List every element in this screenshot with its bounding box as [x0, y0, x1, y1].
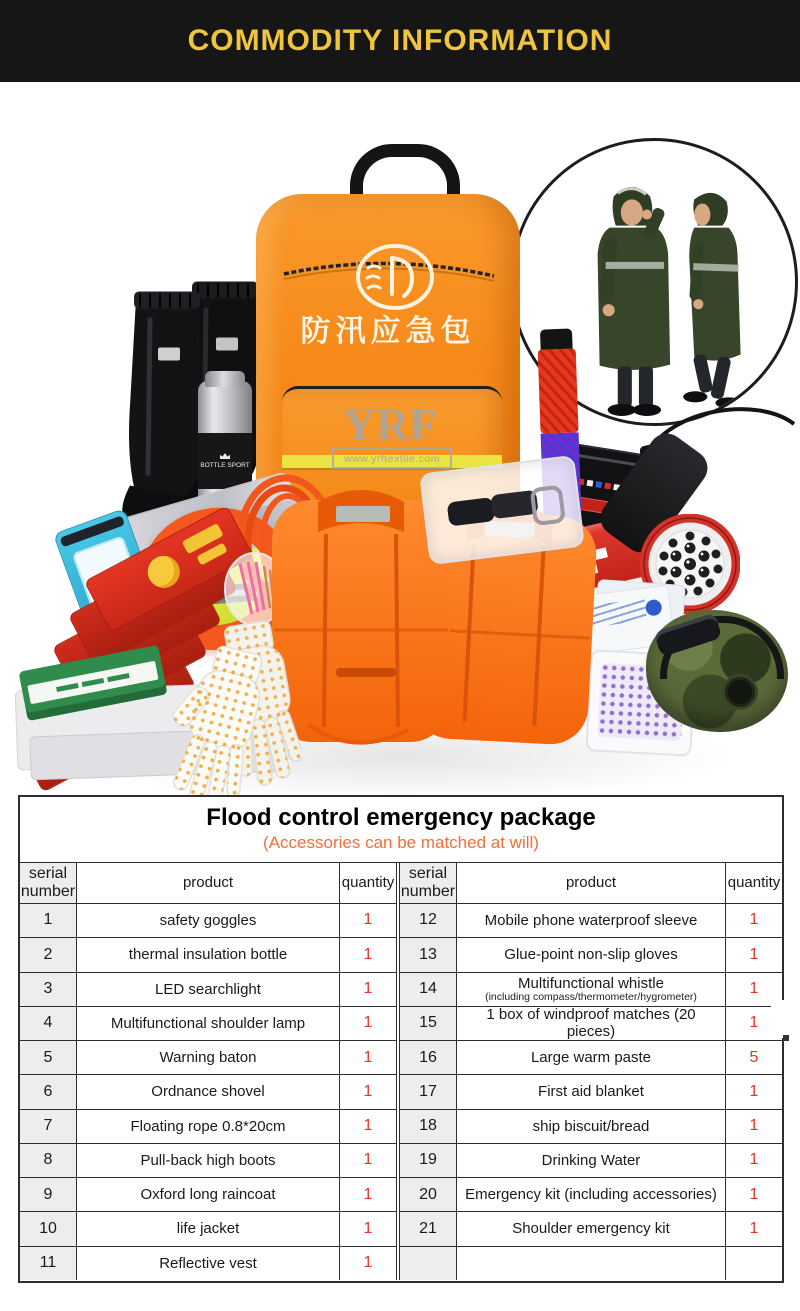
quantity-cell: 1: [363, 1151, 373, 1169]
product-cell: Mobile phone waterproof sleeve: [457, 904, 726, 937]
quantity-cell: 1: [363, 1082, 373, 1100]
non-slip-gloves: [142, 602, 302, 795]
serial-cell: 11: [20, 1247, 77, 1280]
compass: [722, 674, 758, 710]
serial-cell: 7: [20, 1110, 77, 1143]
product-cell: Warning baton: [77, 1041, 340, 1074]
table-row: [400, 1007, 782, 1041]
header-quantity: quantity: [727, 874, 781, 892]
quantity-cell: 1: [749, 1014, 759, 1032]
table-row: [20, 938, 396, 972]
serial-cell: 2: [20, 938, 77, 971]
header-row: [400, 863, 782, 904]
table-title: Flood control emergency package: [206, 804, 596, 831]
table-left-half: [20, 863, 397, 1280]
serial-cell: 4: [20, 1007, 77, 1040]
safety-goggles-bag: [419, 455, 585, 565]
table-row: [20, 1041, 396, 1075]
banner-title: COMMODITY INFORMATION: [187, 24, 613, 57]
header-serial: serial number: [20, 863, 77, 903]
quantity-cell: 1: [749, 1082, 759, 1100]
serial-cell: 13: [400, 938, 457, 971]
header-row: [20, 863, 396, 904]
product-cell: Drinking Water: [457, 1144, 726, 1177]
serial-cell: 18: [400, 1110, 457, 1143]
serial-cell-empty: [400, 1247, 457, 1280]
quantity-cell: 1: [749, 1219, 759, 1237]
quantity-cell: 1: [363, 911, 373, 929]
header-product: product: [77, 863, 340, 903]
border-gap-nub: [783, 1035, 789, 1041]
watermark-url: www.yrftextile.com: [332, 448, 452, 469]
backpack-chinese-label: 防汛应急包: [300, 315, 476, 348]
quantity-cell: 1: [749, 1151, 759, 1169]
product-cell-empty: [457, 1247, 726, 1280]
border-gap-artifact: [771, 1000, 791, 1038]
quantity-cell: 5: [749, 1048, 759, 1066]
quantity-cell: 1: [363, 1219, 373, 1237]
product-cell: Emergency kit (including accessories): [457, 1178, 726, 1211]
quantity-cell: 1: [749, 1185, 759, 1203]
quantity-cell: 1: [363, 1185, 373, 1203]
table-row: [20, 973, 396, 1007]
header-serial: serial number: [400, 863, 457, 903]
box-label-line: [573, 453, 637, 466]
quantity-cell-empty: [726, 1247, 782, 1280]
product-cell: life jacket: [77, 1212, 340, 1245]
product-cell: Floating rope 0.8*20cm: [77, 1110, 340, 1143]
product-cell: Multifunctional shoulder lamp: [77, 1007, 340, 1040]
serial-cell: 1: [20, 904, 77, 937]
table-row: [20, 1212, 396, 1246]
product-cell: [457, 973, 726, 1006]
biscuit-logo-print: [645, 599, 663, 617]
product-cell-note: (including compass/thermometer/hygrometer): [485, 991, 697, 1004]
package-contents-table: [18, 795, 784, 1283]
watermark-brand: YRF: [342, 399, 438, 450]
quantity-cell: 1: [363, 979, 373, 997]
serial-cell: 20: [400, 1178, 457, 1211]
serial-cell: 10: [20, 1212, 77, 1245]
serial-cell: 3: [20, 973, 77, 1006]
header-quantity: quantity: [341, 874, 395, 892]
product-cell: Shoulder emergency kit: [457, 1212, 726, 1245]
quantity-cell: 1: [363, 945, 373, 963]
matchbox-label: [27, 661, 158, 704]
table-row: [400, 1110, 782, 1144]
table-row: [20, 904, 396, 938]
header-product: product: [457, 863, 726, 903]
table-row: [400, 973, 782, 1007]
cartoon-print: [142, 550, 185, 593]
serial-cell: 9: [20, 1178, 77, 1211]
table-row: [400, 904, 782, 938]
quantity-cell: 1: [363, 1014, 373, 1032]
thermos-cap: [205, 371, 245, 387]
serial-cell: 8: [20, 1144, 77, 1177]
product-cell: Oxford long raincoat: [77, 1178, 340, 1211]
product-cell: ship biscuit/bread: [457, 1110, 726, 1143]
product-cell: Reflective vest: [77, 1247, 340, 1280]
table-row: [20, 1247, 396, 1280]
serial-cell: 17: [400, 1075, 457, 1108]
table-row: [20, 1110, 396, 1144]
goggles-lens: [447, 497, 496, 526]
product-cell-main: Multifunctional whistle: [518, 974, 664, 992]
table-row: [400, 1212, 782, 1246]
table-row-empty: [400, 1247, 782, 1280]
quantity-cell: 1: [749, 911, 759, 929]
serial-cell: 6: [20, 1075, 77, 1108]
serial-cell: 16: [400, 1041, 457, 1074]
serial-cell: 21: [400, 1212, 457, 1245]
thermos-label-text: BOTTLE SPORT: [200, 462, 250, 469]
quantity-cell: 1: [363, 1048, 373, 1066]
table-row: [400, 1178, 782, 1212]
quantity-cell: 1: [363, 1117, 373, 1135]
product-cell: 1 box of windproof matches (20 pieces): [457, 1007, 726, 1040]
crown-icon: [220, 453, 230, 459]
product-cell: LED searchlight: [77, 973, 340, 1006]
product-cell: Glue-point non-slip gloves: [457, 938, 726, 971]
quantity-cell: 1: [749, 1117, 759, 1135]
serial-cell: 19: [400, 1144, 457, 1177]
quantity-cell: 1: [363, 1254, 373, 1272]
quantity-cell: 1: [749, 979, 759, 997]
serial-cell: 15: [400, 1007, 457, 1040]
product-cell: First aid blanket: [457, 1075, 726, 1108]
product-cell: Large warm paste: [457, 1041, 726, 1074]
product-cell: safety goggles: [77, 904, 340, 937]
product-photo: [0, 82, 800, 795]
table-row: [20, 1075, 396, 1109]
carabiner: [530, 485, 566, 527]
serial-cell: 12: [400, 904, 457, 937]
product-cell: Pull-back high boots: [77, 1144, 340, 1177]
table-row: [400, 1075, 782, 1109]
table-row: [400, 1144, 782, 1178]
table-title-block: [20, 797, 782, 863]
table-subtitle: (Accessories can be matched at will): [263, 833, 539, 852]
table-row: [400, 1041, 782, 1075]
quantity-cell: 1: [749, 945, 759, 963]
table-row: [20, 1007, 396, 1041]
table-right-half: [399, 863, 782, 1280]
table-row: [20, 1144, 396, 1178]
product-cell: Ordnance shovel: [77, 1075, 340, 1108]
product-cell: thermal insulation bottle: [77, 938, 340, 971]
table-row: [20, 1178, 396, 1212]
table-row: [400, 938, 782, 972]
serial-cell: 14: [400, 973, 457, 1006]
serial-cell: 5: [20, 1041, 77, 1074]
banner: [0, 0, 800, 82]
